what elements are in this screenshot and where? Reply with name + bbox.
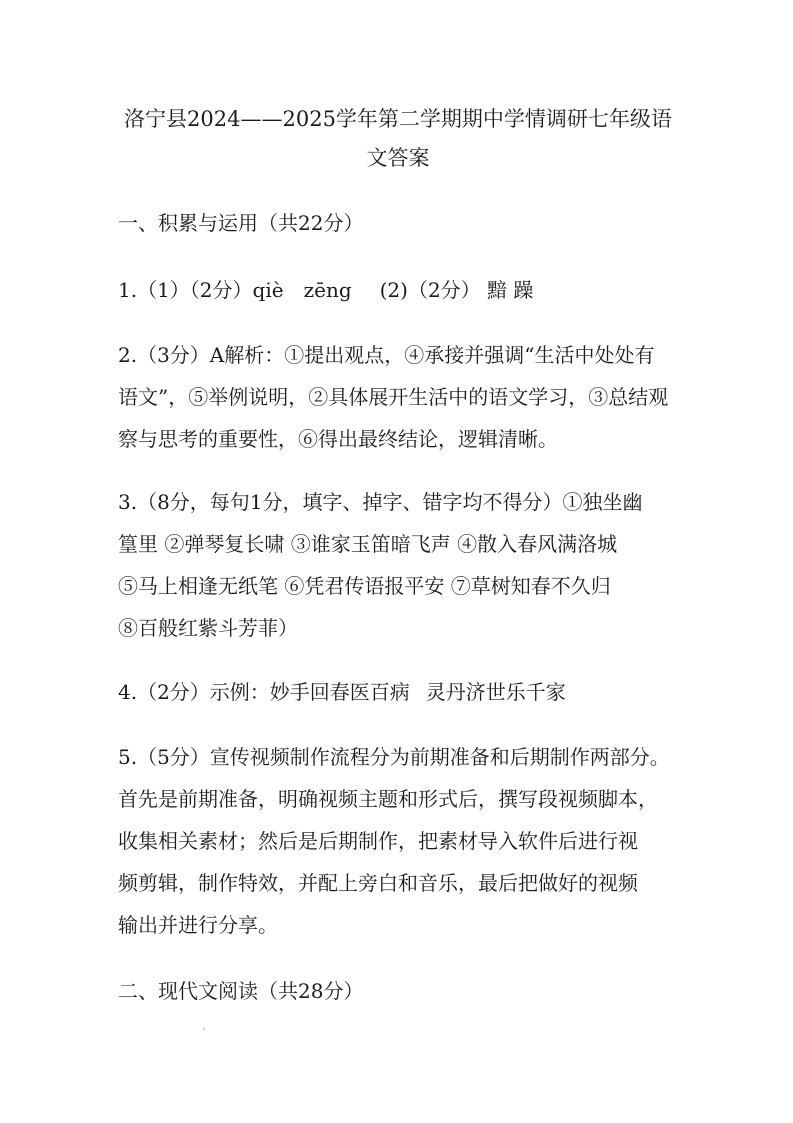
question-3-line-2: 篁里 ②弹琴复长啸 ③谁家玉笛暗飞声 ④散入春风满洛城 [118, 532, 618, 556]
page-title-line-2: 文答案 [366, 146, 430, 170]
section-heading-1: 一、积累与运用（共22分） [118, 211, 364, 235]
question-2-line-3: 察与思考的重要性，⑥得出最终结论，逻辑清晰。 [118, 427, 558, 451]
question-1-part-2: (2)（2分） 黯 躁 [379, 278, 534, 302]
question-4 [118, 677, 566, 707]
question-3-line-1: 3.（8分，每句1分，填字、掉字、错字均不得分）①独坐幽 [118, 490, 643, 514]
question-5-line-5: 输出并进行分享。 [118, 913, 278, 937]
question-4-part-1: 4.（2分）示例：妙手回春医百病 [118, 680, 410, 704]
question-1-part-1: 1.（1）（2分）qiè zēng [118, 278, 352, 302]
page-title-line-1: 洛宁县2024——2025学年第二学期期中学情调研七年级语 [124, 107, 672, 131]
question-1 [118, 275, 533, 305]
question-5-line-1: 5.（5分）宣传视频制作流程分为前期准备和后期制作两部分。 [118, 745, 670, 769]
section-heading-2: 二、现代文阅读（共28分） [118, 979, 364, 1003]
question-4-part-2: 灵丹济世乐千家 [425, 680, 566, 704]
question-3-line-4: ⑧百般红紫斗芳菲） [118, 616, 298, 640]
question-2-line-2: 语文”，⑤举例说明，②具体展开生活中的语文学习，③总结观 [118, 385, 669, 409]
question-3-line-3: ⑤马上相逢无纸笔 ⑥凭君传语报平安 ⑦草树知春不久归 [118, 574, 611, 598]
question-5-line-2: 首先是前期准备，明确视频主题和形式后，撰写段视频脚本， [118, 787, 658, 811]
question-5-line-4: 频剪辑，制作特效，并配上旁白和音乐，最后把做好的视频 [118, 871, 638, 895]
question-5-line-3: 收集相关素材；然后是后期制作，把素材导入软件后进行视 [118, 829, 638, 853]
question-2-line-1: 2.（3分）A解析：①提出观点，④承接并强调“生活中处处有 [118, 343, 655, 367]
scan-speck [203, 1028, 205, 1030]
